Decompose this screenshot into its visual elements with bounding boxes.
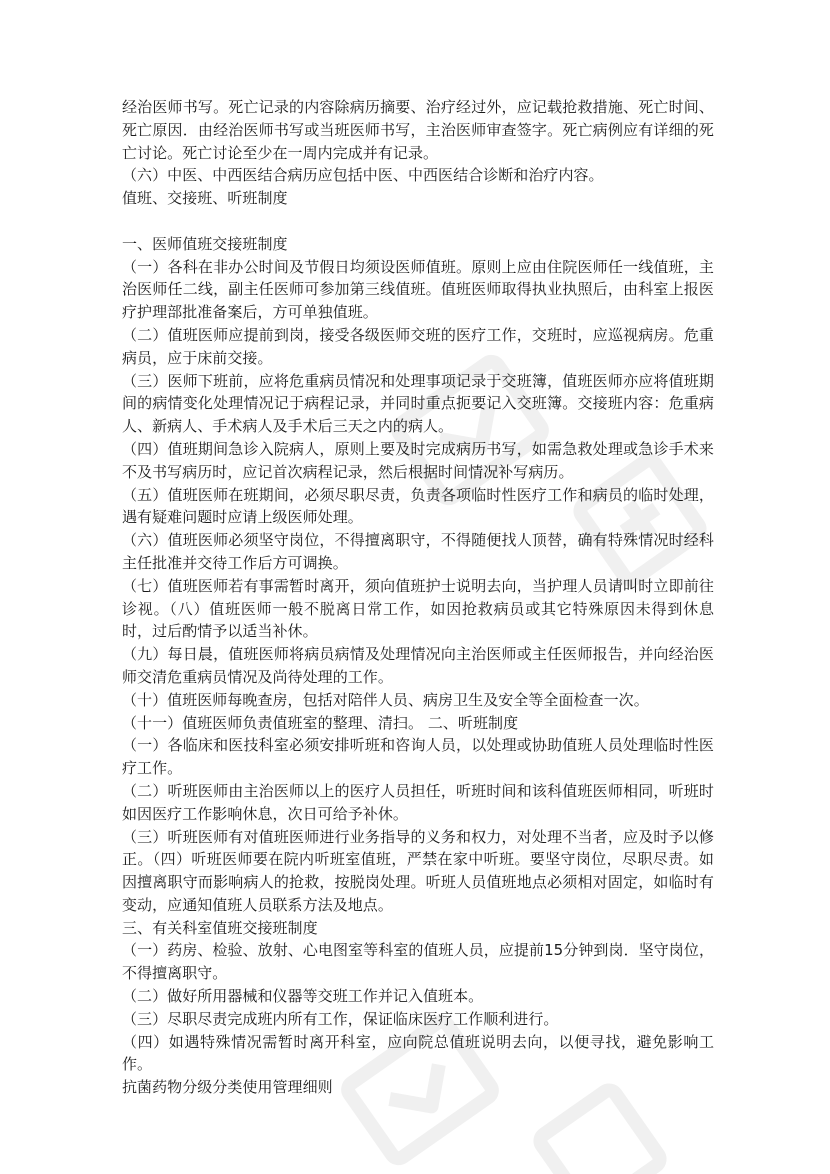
blank-line [122,210,714,233]
paragraph-standby-1: （一）各临床和医技科室必须安排听班和咨询人员，以处理或协助值班人员处理临时性医疗工作。 [122,736,714,778]
paragraph-item-11-standby-heading: （十一）值班医师负责值班室的整理、清扫。 二、听班制度 [122,713,519,732]
heading-doctor-duty-handover: 一、医师值班交接班制度 [122,234,288,253]
paragraph-item-3: （三）医师下班前，应将危重病员情况和处理事项记录于交班簿，值班医师亦应将值班期间的病情变化处理情况记于病程记录，并同时重点扼要记入交班簿。交接班内容：危重病人、新病人、手术病人及手术后三天之内的病人。 [122,371,714,436]
paragraph-item-2: （二）值班医师应提前到岗，接受各级医师交班的医疗工作，交班时，应巡视病房。危重病员，应于床前交接。 [122,325,714,367]
paragraph-standby-3-4: （三）听班医师有对值班医师进行业务指导的义务和权力，对处理不当者，应及时予以修正。（四）听班医师要在院内听班室值班，严禁在家中听班。要坚守岗位，尽职尽责。如因擅离职守而影响病人的抢救，按脱岗处理。听班人员值班地点必须相对固定，如临时有变动，应通知值班人员联系方法及地点。 [122,827,714,914]
paragraph-item-1: （一）各科在非办公时间及节假日均须设医师值班。原则上应由住院医师任一线值班，主治医师任二线，副主任医师可参加第三线值班。值班医师取得执业执照后，由科室上报医疗护理部批准备案后，方可单独值班。 [122,257,714,322]
paragraph-dept-1: （一）药房、检验、放射、心电图室等科室的值班人员，应提前15分钟到岗．坚守岗位，不得擅离职守。 [122,941,714,983]
paragraph-standby-2: （二）听班医师由主治医师以上的医疗人员担任，听班时间和该科值班医师相同，听班时如因医疗工作影响休息，次日可给予补休。 [122,781,714,823]
paragraph-dept-2: （二）做好所用器械和仪器等交班工作并记入值班本。 [122,987,484,1006]
paragraph-death-record: 经治医师书写。死亡记录的内容除病历摘要、治疗经过外，应记载抢救措施、死亡时间、死亡原因．由经治医师书写或当班医师书写，主治医师审查签字。死亡病例应有详细的死亡讨论。死亡讨论至少在一周内完成并有记录。 [122,98,714,162]
paragraph-dept-3: （三）尽职尽责完成班内所有工作，保证临床医疗工作顺利进行。 [122,1009,559,1028]
paragraph-tcm-records: （六）中医、中西医结合病历应包括中医、中西医结合诊断和治疗内容。 [122,166,604,185]
paragraph-item-10: （十）值班医师每晚查房，包括对陪伴人员、病房卫生及安全等全面检查一次。 [122,690,649,709]
heading-department-duty: 三、有关科室值班交接班制度 [122,918,318,937]
paragraph-item-6: （六）值班医师必须坚守岗位，不得擅离职守，不得随便找人顶替，确有特殊情况时经科主任批准并交待工作后方可调换。 [122,531,714,572]
document-body [122,96,714,1099]
paragraph-item-7-8: （七）值班医师若有事需暂时离开，须向值班护士说明去向，当护理人员请叫时立即前往诊视。（八）值班医师一般不脱离日常工作，如因抢救病员或其它特殊原因未得到休息时，过后酌情予以适当补休。 [122,576,714,641]
paragraph-dept-4: （四）如遇特殊情况需暂时离开科室，应向院总值班说明去向，以便寻找，避免影响工作。 [122,1032,714,1074]
section-title-antibiotics: 抗菌药物分级分类使用管理细则 [122,1078,333,1097]
paragraph-item-9: （九）每日晨，值班医师将病员病情及处理情况向主治医师或主任医师报告，并向经治医师交清危重病员情况及尚待处理的工作。 [122,645,714,686]
paragraph-item-5: （五）值班医师在班期间，必须尽职尽责，负责各项临时性医疗工作和病员的临时处理，遇有疑难问题时应请上级医师处理。 [122,485,714,527]
section-title-duty-system: 值班、交接班、听班制度 [122,189,288,208]
paragraph-item-4: （四）值班期间急诊入院病人，原则上要及时完成病历书写，如需急救处理或急诊手术来不及书写病历时，应记首次病程记录，然后根据时间情况补写病历。 [122,439,714,481]
